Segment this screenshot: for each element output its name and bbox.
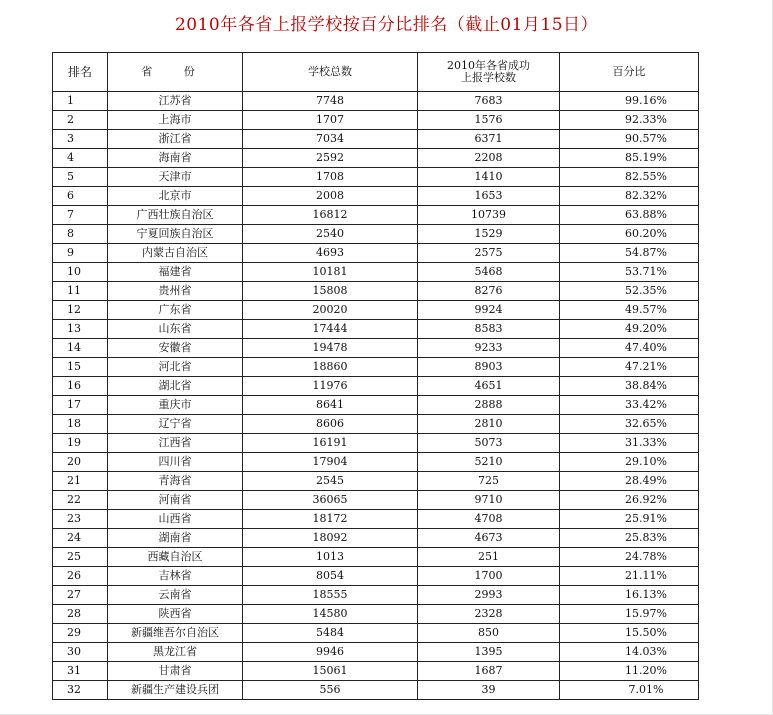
rank-cell: 30 [53,643,108,662]
table-row [53,548,699,567]
percent-cell: 25.91% [560,510,699,529]
percent-cell: 92.33% [560,111,699,130]
rank-cell: 14 [53,339,108,358]
success-cell: 9924 [418,301,560,320]
rank-cell: 1 [53,92,108,111]
percent-cell: 52.35% [560,282,699,301]
total-cell: 1707 [243,111,418,130]
province-cell: 天津市 [108,168,243,187]
table-row [53,681,699,700]
province-cell: 湖北省 [108,377,243,396]
rank-cell: 26 [53,567,108,586]
rank-cell: 27 [53,586,108,605]
success-cell: 8276 [418,282,560,301]
percent-cell: 53.71% [560,263,699,282]
percent-cell: 24.78% [560,548,699,567]
total-cell: 18555 [243,586,418,605]
province-cell: 西藏自治区 [108,548,243,567]
success-cell: 251 [418,548,560,567]
success-cell: 4651 [418,377,560,396]
total-cell: 8054 [243,567,418,586]
success-cell: 8903 [418,358,560,377]
table-row [53,168,699,187]
rank-cell: 20 [53,453,108,472]
rank-cell: 28 [53,605,108,624]
percent-cell: 47.40% [560,339,699,358]
table-row [53,624,699,643]
header-province: 省 份 [108,53,243,92]
table-row [53,510,699,529]
total-cell: 556 [243,681,418,700]
total-cell: 16812 [243,206,418,225]
rank-cell: 17 [53,396,108,415]
rank-cell: 12 [53,301,108,320]
rank-cell: 22 [53,491,108,510]
rank-cell: 3 [53,130,108,149]
province-cell: 新疆生产建设兵团 [108,681,243,700]
rank-cell: 25 [53,548,108,567]
total-cell: 2545 [243,472,418,491]
table-row [53,320,699,339]
percent-cell: 60.20% [560,225,699,244]
header-total: 学校总数 [243,53,418,92]
success-cell: 5468 [418,263,560,282]
rank-cell: 5 [53,168,108,187]
rank-cell: 8 [53,225,108,244]
success-cell: 10739 [418,206,560,225]
province-cell: 北京市 [108,187,243,206]
ranking-table [52,52,699,700]
table-row [53,472,699,491]
rank-cell: 15 [53,358,108,377]
total-cell: 15061 [243,662,418,681]
header-success [418,53,560,92]
success-cell: 8583 [418,320,560,339]
table-row [53,92,699,111]
total-cell: 1708 [243,168,418,187]
percent-cell: 85.19% [560,149,699,168]
total-cell: 14580 [243,605,418,624]
percent-cell: 16.13% [560,586,699,605]
percent-cell: 99.16% [560,92,699,111]
table-header-row [53,53,699,92]
rank-cell: 31 [53,662,108,681]
total-cell: 20020 [243,301,418,320]
percent-cell: 49.20% [560,320,699,339]
rank-cell: 29 [53,624,108,643]
rank-cell: 18 [53,415,108,434]
success-cell: 1529 [418,225,560,244]
success-cell: 9710 [418,491,560,510]
province-cell: 辽宁省 [108,415,243,434]
table-row [53,434,699,453]
total-cell: 19478 [243,339,418,358]
success-cell: 2575 [418,244,560,263]
percent-cell: 33.42% [560,396,699,415]
table-row [53,301,699,320]
province-cell: 云南省 [108,586,243,605]
success-cell: 2810 [418,415,560,434]
province-cell: 河北省 [108,358,243,377]
total-cell: 8641 [243,396,418,415]
total-cell: 2592 [243,149,418,168]
rank-cell: 2 [53,111,108,130]
total-cell: 4693 [243,244,418,263]
rank-cell: 13 [53,320,108,339]
table-row [53,586,699,605]
province-cell: 湖南省 [108,529,243,548]
rank-cell: 11 [53,282,108,301]
rank-cell: 6 [53,187,108,206]
total-cell: 15808 [243,282,418,301]
table-row [53,529,699,548]
percent-cell: 82.32% [560,187,699,206]
total-cell: 2540 [243,225,418,244]
rank-cell: 4 [53,149,108,168]
total-cell: 18092 [243,529,418,548]
percent-cell: 7.01% [560,681,699,700]
province-cell: 内蒙古自治区 [108,244,243,263]
page-title: 2010年各省上报学校按百分比排名（截止01月15日） [174,15,599,35]
rank-cell: 23 [53,510,108,529]
percent-cell: 15.50% [560,624,699,643]
table-row [53,605,699,624]
success-cell: 1700 [418,567,560,586]
province-cell: 山西省 [108,510,243,529]
total-cell: 5484 [243,624,418,643]
total-cell: 2008 [243,187,418,206]
province-cell: 吉林省 [108,567,243,586]
table-row [53,453,699,472]
percent-cell: 82.55% [560,168,699,187]
table-row [53,149,699,168]
percent-cell: 25.83% [560,529,699,548]
total-cell: 17444 [243,320,418,339]
success-cell: 2208 [418,149,560,168]
table-row [53,643,699,662]
success-cell: 4673 [418,529,560,548]
province-cell: 重庆市 [108,396,243,415]
success-cell: 5073 [418,434,560,453]
header-rank: 排名 [53,53,108,92]
table-row [53,396,699,415]
province-cell: 山东省 [108,320,243,339]
success-cell: 6371 [418,130,560,149]
total-cell: 1013 [243,548,418,567]
table-row [53,377,699,396]
table-row [53,662,699,681]
total-cell: 7748 [243,92,418,111]
total-cell: 10181 [243,263,418,282]
success-cell: 1653 [418,187,560,206]
table-row [53,225,699,244]
success-cell: 1395 [418,643,560,662]
header-success-line1: 2010年各省成功 [447,59,530,72]
header-success-line2: 上报学校数 [461,71,516,84]
total-cell: 11976 [243,377,418,396]
table-row [53,339,699,358]
total-cell: 18172 [243,510,418,529]
success-cell: 1410 [418,168,560,187]
success-cell: 9233 [418,339,560,358]
province-cell: 宁夏回族自治区 [108,225,243,244]
percent-cell: 32.65% [560,415,699,434]
province-cell: 新疆维吾尔自治区 [108,624,243,643]
rank-cell: 10 [53,263,108,282]
rank-cell: 24 [53,529,108,548]
total-cell: 9946 [243,643,418,662]
percent-cell: 47.21% [560,358,699,377]
percent-cell: 90.57% [560,130,699,149]
rank-cell: 19 [53,434,108,453]
table-body [53,92,699,700]
province-cell: 浙江省 [108,130,243,149]
table-row [53,282,699,301]
table-row [53,263,699,282]
total-cell: 17904 [243,453,418,472]
table-row [53,187,699,206]
table-row [53,206,699,225]
success-cell: 850 [418,624,560,643]
success-cell: 39 [418,681,560,700]
percent-cell: 14.03% [560,643,699,662]
rank-cell: 32 [53,681,108,700]
success-cell: 2328 [418,605,560,624]
province-cell: 海南省 [108,149,243,168]
success-cell: 1576 [418,111,560,130]
province-cell: 青海省 [108,472,243,491]
table-row [53,111,699,130]
header-percent: 百分比 [560,53,699,92]
table-row [53,130,699,149]
rank-cell: 21 [53,472,108,491]
total-cell: 18860 [243,358,418,377]
percent-cell: 29.10% [560,453,699,472]
table-row [53,567,699,586]
table-row [53,358,699,377]
province-cell: 黑龙江省 [108,643,243,662]
percent-cell: 31.33% [560,434,699,453]
table-row [53,415,699,434]
rank-cell: 7 [53,206,108,225]
percent-cell: 38.84% [560,377,699,396]
rank-cell: 16 [53,377,108,396]
percent-cell: 11.20% [560,662,699,681]
success-cell: 725 [418,472,560,491]
table-row [53,244,699,263]
province-cell: 贵州省 [108,282,243,301]
province-cell: 上海市 [108,111,243,130]
success-cell: 5210 [418,453,560,472]
total-cell: 7034 [243,130,418,149]
rank-cell: 9 [53,244,108,263]
success-cell: 1687 [418,662,560,681]
province-cell: 福建省 [108,263,243,282]
province-cell: 四川省 [108,453,243,472]
total-cell: 16191 [243,434,418,453]
province-cell: 河南省 [108,491,243,510]
success-cell: 4708 [418,510,560,529]
province-cell: 广西壮族自治区 [108,206,243,225]
province-cell: 江西省 [108,434,243,453]
province-cell: 甘肃省 [108,662,243,681]
province-cell: 安徽省 [108,339,243,358]
province-cell: 广东省 [108,301,243,320]
province-cell: 陕西省 [108,605,243,624]
percent-cell: 63.88% [560,206,699,225]
success-cell: 2993 [418,586,560,605]
percent-cell: 49.57% [560,301,699,320]
percent-cell: 15.97% [560,605,699,624]
table-row [53,491,699,510]
total-cell: 8606 [243,415,418,434]
percent-cell: 54.87% [560,244,699,263]
percent-cell: 26.92% [560,491,699,510]
success-cell: 7683 [418,92,560,111]
percent-cell: 21.11% [560,567,699,586]
total-cell: 36065 [243,491,418,510]
percent-cell: 28.49% [560,472,699,491]
success-cell: 2888 [418,396,560,415]
province-cell: 江苏省 [108,92,243,111]
